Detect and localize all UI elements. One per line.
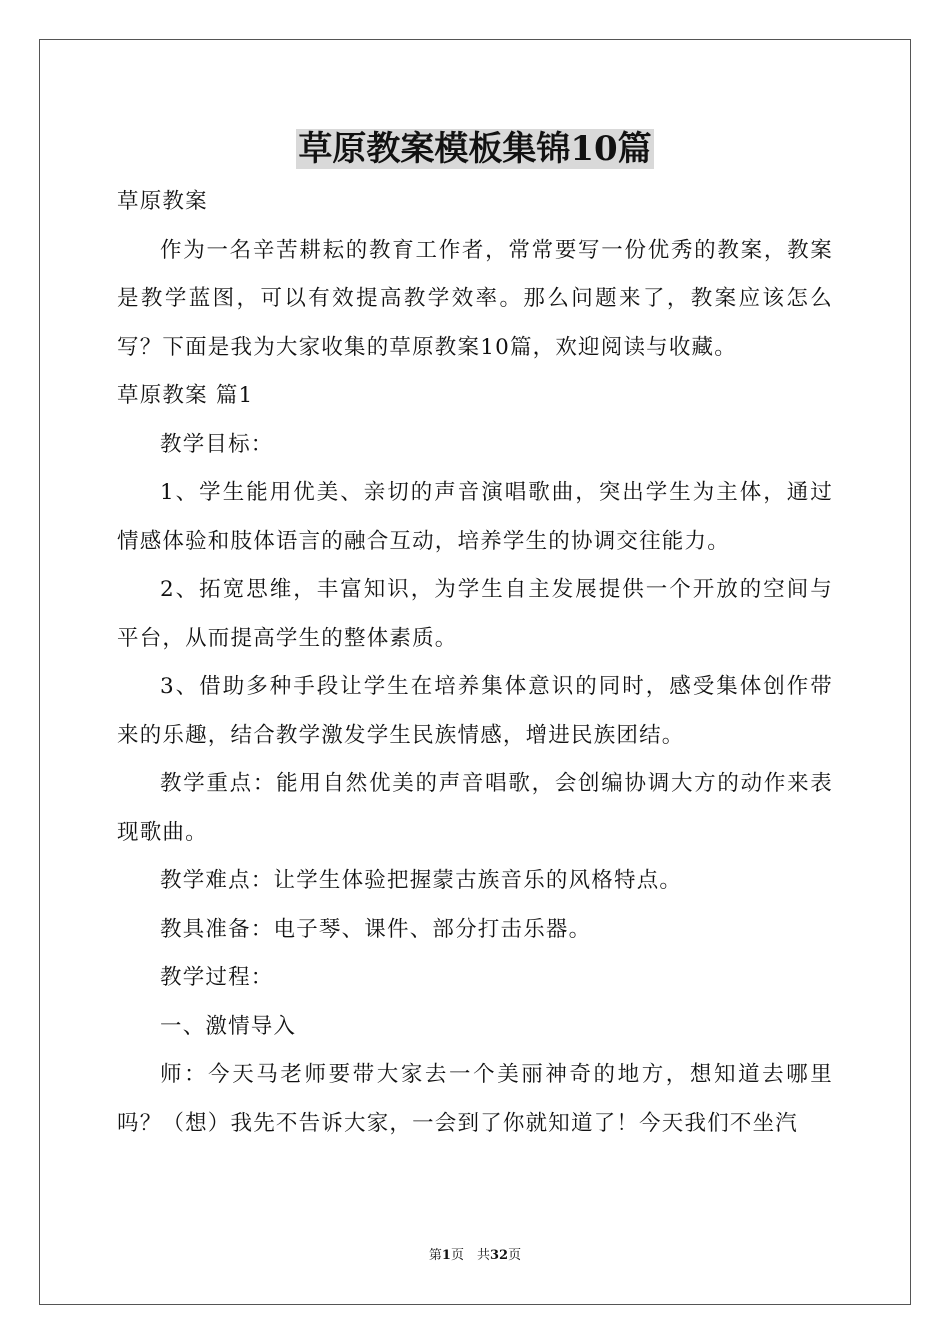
document-title-text: 草原教案模板集锦10篇 xyxy=(298,129,652,169)
body-paragraph: 草原教案 篇1 xyxy=(117,383,254,408)
body-paragraph: 作为一名辛苦耕耘的教育工作者，常常要写一份优秀的教案，教案是教学蓝图，可以有效提高教学效率。那么问题来了，教案应该怎么写？下面是我为大家收集的草原教案10篇，欢迎阅读与收藏。 xyxy=(117,237,833,360)
body-paragraph: 教学过程： xyxy=(160,965,274,990)
body-paragraph: 1、学生能用优美、亲切的声音演唱歌曲，突出学生为主体，通过情感体验和肢体语言的融合互动，培养学生的协调交往能力。 xyxy=(117,480,833,554)
footer-page-total: 32 xyxy=(489,1248,509,1263)
document-body xyxy=(117,178,833,1148)
footer-page-suffix: 页 xyxy=(508,1248,522,1263)
footer-page-current: 1 xyxy=(441,1248,451,1263)
body-paragraph: 草原教案 xyxy=(117,189,208,214)
body-paragraph: 教学目标： xyxy=(160,431,274,457)
body-paragraph: 3、借助多种手段让学生在培养集体意识的同时，感受集体创作带来的乐趣，结合教学激发学生民族情感，增进民族团结。 xyxy=(117,674,833,748)
footer-page-mid: 页 共 xyxy=(450,1248,490,1263)
footer-page-prefix: 第 xyxy=(428,1248,442,1263)
body-paragraph: 教具准备：电子琴、课件、部分打击乐器。 xyxy=(160,916,592,942)
body-paragraph: 师：今天马老师要带大家去一个美丽神奇的地方，想知道去哪里吗？（想）我先不告诉大家，一会到了你就知道了！今天我们不坐汽 xyxy=(117,1062,833,1136)
page-footer xyxy=(0,1246,950,1266)
body-paragraph: 一、激情导入 xyxy=(160,1013,297,1039)
document-title xyxy=(0,126,950,172)
body-paragraph: 教学难点：让学生体验把握蒙古族音乐的风格特点。 xyxy=(160,868,683,893)
body-paragraph: 2、拓宽思维，丰富知识，为学生自主发展提供一个开放的空间与平台，从而提高学生的整体素质。 xyxy=(117,577,833,651)
body-paragraph: 教学重点：能用自然优美的声音唱歌，会创编协调大方的动作来表现歌曲。 xyxy=(117,771,833,845)
